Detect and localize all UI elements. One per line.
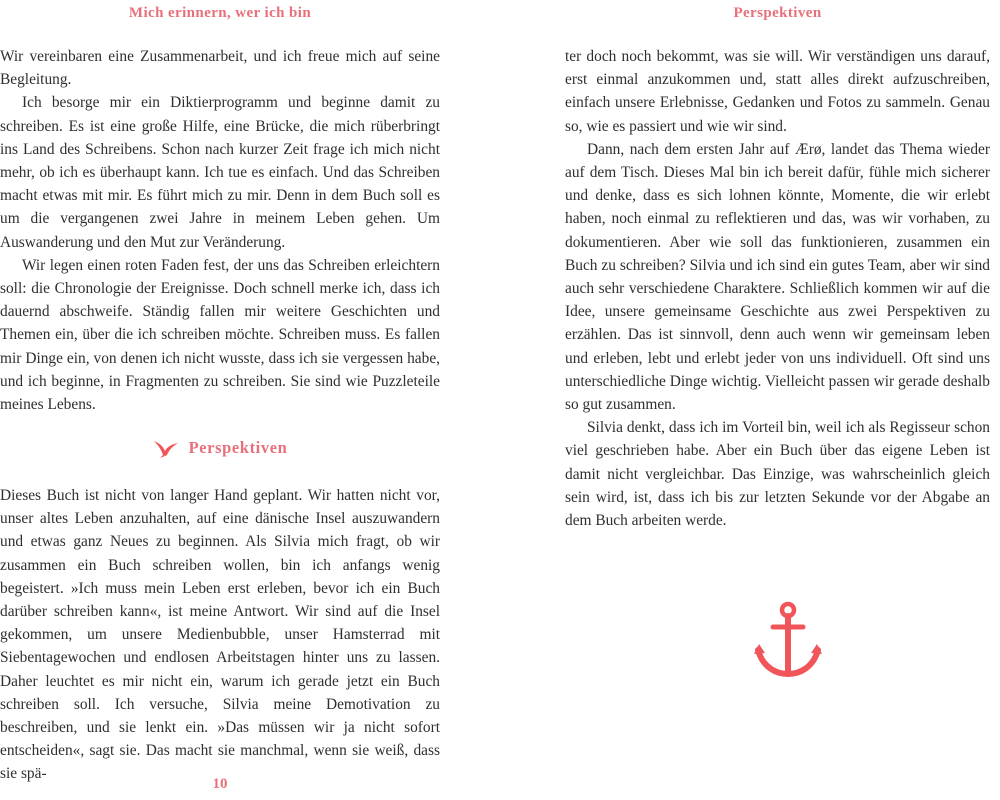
right-text-block <box>565 45 990 532</box>
anchor-icon <box>753 600 823 680</box>
right-page <box>565 0 990 800</box>
section-heading <box>0 437 440 459</box>
left-section-text <box>0 484 440 786</box>
paragraph: Dieses Buch ist nicht von langer Hand geplant. Wir hatten nicht vor, unser altes Leben anzuhalten, auf eine dänische Insel auszuwandern und etwas ganz Neues zu beginnen. Als Silvia mich fragt, ob wir zusammen ein Buch schreiben wollen, bin ich anfangs wenig begeistert. »Ich muss mein Leben erst erleben, bevor ich ein Buch darüber schreiben kann«, ist meine Antwort. Wir sind auf die Insel gekommen, um unsere Medienbubble, unser Hamsterrad mit Siebentagewochen und endlosen Arbeitstagen hinter uns zu lassen. Daher leuchtet es mir nicht ein, warum ich gerade jetzt ein Buch schreiben soll. Ich versuche, Silvia meine Demotivation zu beschreiben, und sie lenkt ein. »Das müssen wir ja nicht sofort entscheiden«, sagt sie. Das macht sie manchmal, wenn sie weiß, dass sie spä- <box>0 487 440 783</box>
page-number: 10 <box>212 776 228 792</box>
left-text-block <box>0 45 440 416</box>
running-head-left: Mich erinnern, wer ich bin <box>128 5 312 21</box>
paragraph: Wir vereinbaren eine Zusammenarbeit, und ich freue mich auf seine Begleitung. <box>0 48 440 89</box>
seagull-icon <box>153 437 179 459</box>
paragraph: ter doch noch bekommt, was sie will. Wir verständigen uns darauf, erst einmal anzukommen und, statt alles direkt aufzuschreiben, einfach unsere Erlebnisse, Gedanken und Fotos zu sammeln. Genau so, wie es passiert und wie wir sind. <box>565 48 990 135</box>
paragraph: Ich besorge mir ein Diktierprogramm und beginne damit zu schreiben. Es ist eine große Hilfe, eine Brücke, die mich rüberbringt ins Land des Schreibens. Schon nach kurzer Zeit frage ich mich nicht mehr, ob ich es überhaupt kann. Ich tue es einfach. Und das Schreiben macht etwas mit mir. Es führt mich zu mir. Denn in dem Buch soll es um die vergangenen zwei Jahre in meinem Leben gehen. Um Auswanderung und den Mut zur Veränderung. <box>0 94 440 251</box>
left-page <box>0 0 440 800</box>
paragraph: Silvia denkt, dass ich im Vorteil bin, weil ich als Regisseur schon viel geschrieben habe. Aber ein Buch über das eigene Leben ist damit nicht vergleichbar. Das Einzige, was wahrscheinlich gleich sein wird, ist, dass ich bis zur letzten Sekunde vor der Abgabe an dem Buch arbeiten werde. <box>565 419 990 530</box>
running-head-right: Perspektiven <box>733 5 822 21</box>
paragraph: Wir legen einen roten Faden fest, der uns das Schreiben erleichtern soll: die Chronologie der Ereignisse. Doch schnell merke ich, dass ich dauernd abschweife. Ständig fallen mir weitere Geschichten und Themen ein, über die ich schreiben möchte. Schreiben muss. Es fallen mir Dinge ein, von denen ich nicht wusste, dass ich sie vergessen habe, und ich beginne, in Fragmenten zu schreiben. Sie sind wie Puzzleteile meines Lebens. <box>0 256 440 414</box>
paragraph: Dann, nach dem ersten Jahr auf Ærø, landet das Thema wieder auf dem Tisch. Dieses Mal bin ich bereit dafür, fühle mich sicherer und denke, dass es sich lohnen könnte, Momente, die wir erlebt haben, noch einmal zu reflektieren und das, was wir vorhaben, zu dokumentieren. Aber wie soll das funktionieren, zusammen ein Buch zu schreiben? Silvia und ich sind ein gutes Team, aber wir sind auch sehr verschiedene Charaktere. Schließlich kommen wir auf die Idee, unsere gemeinsame Geschichte aus zwei Perspektiven zu erzählen. Das ist sinnvoll, denn auch wenn wir gemeinsam leben und erleben, lebt und erlebt jeder von uns individuell. Oft sind uns unterschiedliche Dinge wichtig. Vielleicht passen wir gerade deshalb so gut zusammen. <box>565 140 990 414</box>
section-heading-text: Perspektiven <box>188 438 288 457</box>
